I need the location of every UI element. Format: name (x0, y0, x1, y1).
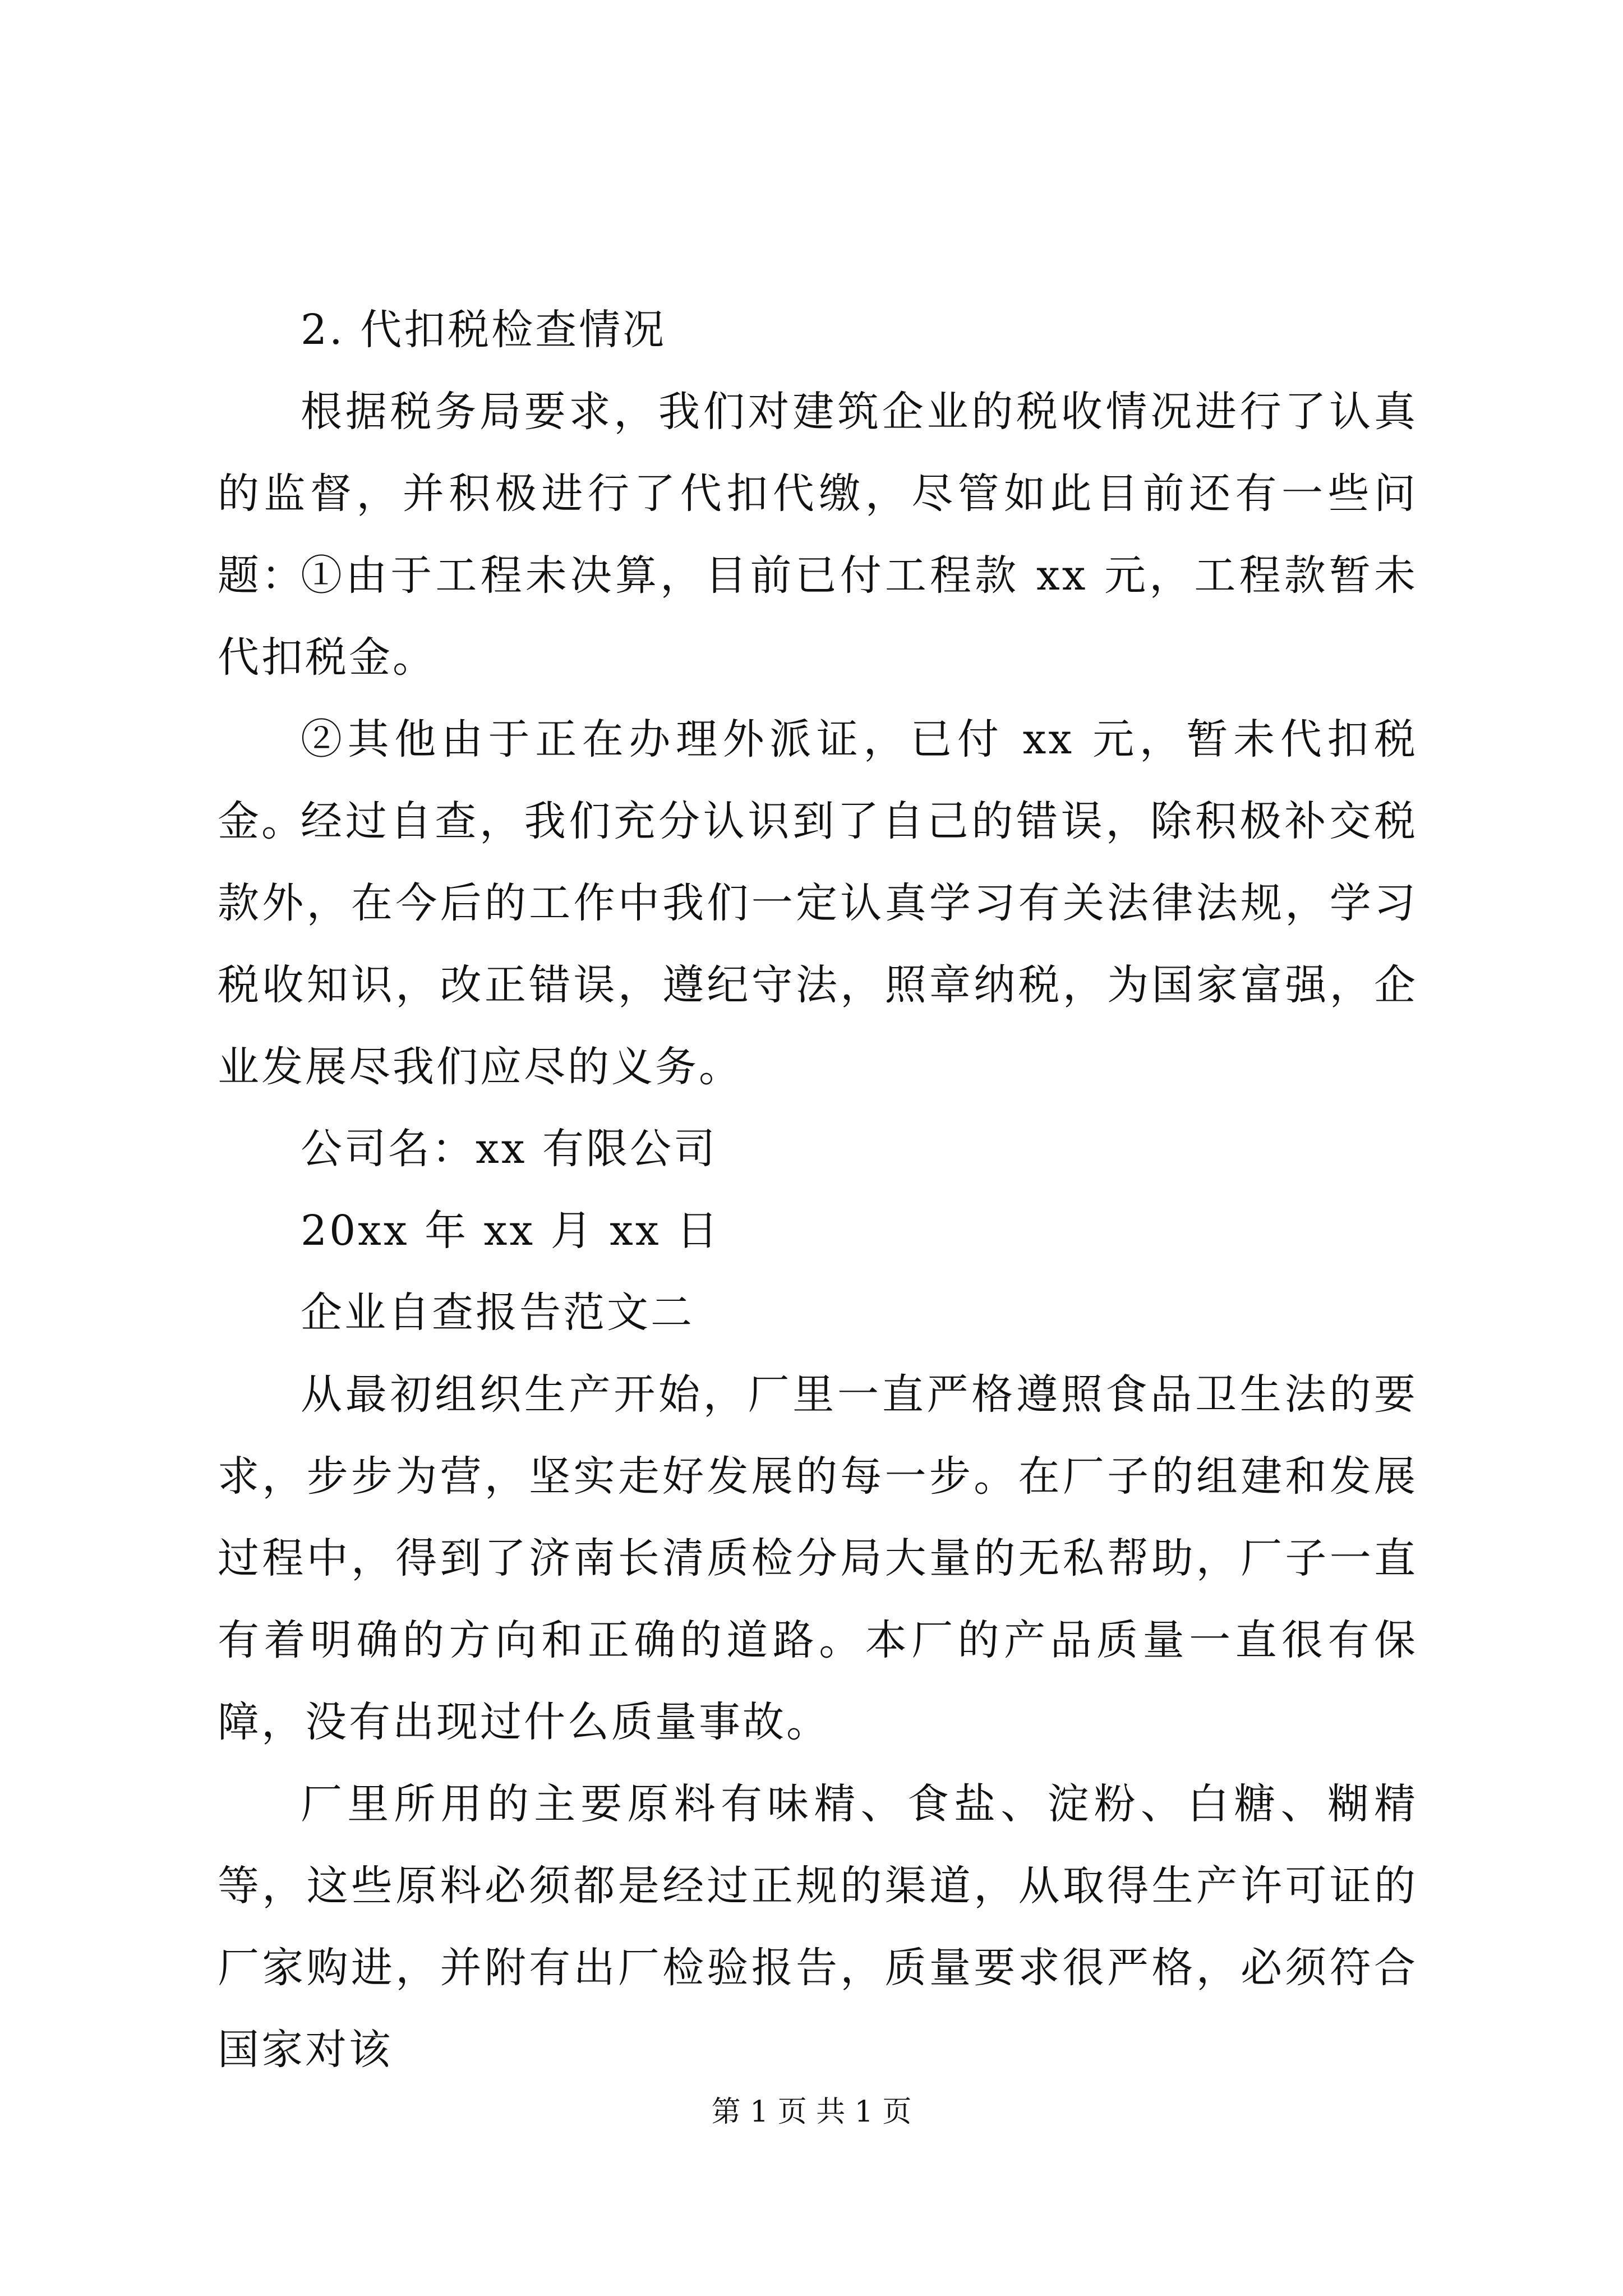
company-name: 公司名：xx 有限公司 (301, 1125, 717, 1173)
paragraph: 厂里所用的主要原料有味精、食盐、淀粉、白糖、糊精等，这些原料必须都是经过正规的渠道，从取得生产许可证的厂家购进，并附有出厂检验报告，质量要求很严格，必须符合国家对该 (218, 1780, 1418, 2074)
paragraph: ②其他由于正在办理外派证，已付 xx 元，暂未代扣税金。 (218, 715, 1418, 845)
paragraph: 从最初组织生产开始，厂里一直严格遵照食品卫生法的要求，步步为营，坚实走好发展的每一步。在厂子的组建和发展过程中，得到了济南长清质检分局大量的无私帮助，厂子一直有着明确的方向和正确的道路。本厂的产品质量一直很有保障，没有出现过什么质量事故。 (218, 1370, 1418, 1746)
section-heading: 企业自查报告范文二 (301, 1289, 694, 1337)
paragraph: 根据税务局要求，我们对建筑企业的税收情况进行了认真的监督，并积极进行了代扣代缴，尽管如此目前还有一些问题： (218, 388, 1418, 600)
date-line: 20xx 年 xx 月 xx 日 (301, 1207, 721, 1255)
paragraph: 经过自查，我们充分认识到了自己的错误，除积极补交税款外，在今后的工作中我们一定认真学习有关法律法规，学习税收知识，改正错误，遵纪守法，照章纳税，为国家富强，企业发展尽我们应尽的义务。 (218, 797, 1418, 1091)
paragraph: ①由于工程未决算，目前已付工程款 xx 元，工程款暂未代扣税金。 (218, 551, 1418, 682)
section-heading: 2. 代扣税检查情况 (301, 306, 667, 354)
page-footer: 第 1 页 共 1 页 (711, 2095, 912, 2129)
